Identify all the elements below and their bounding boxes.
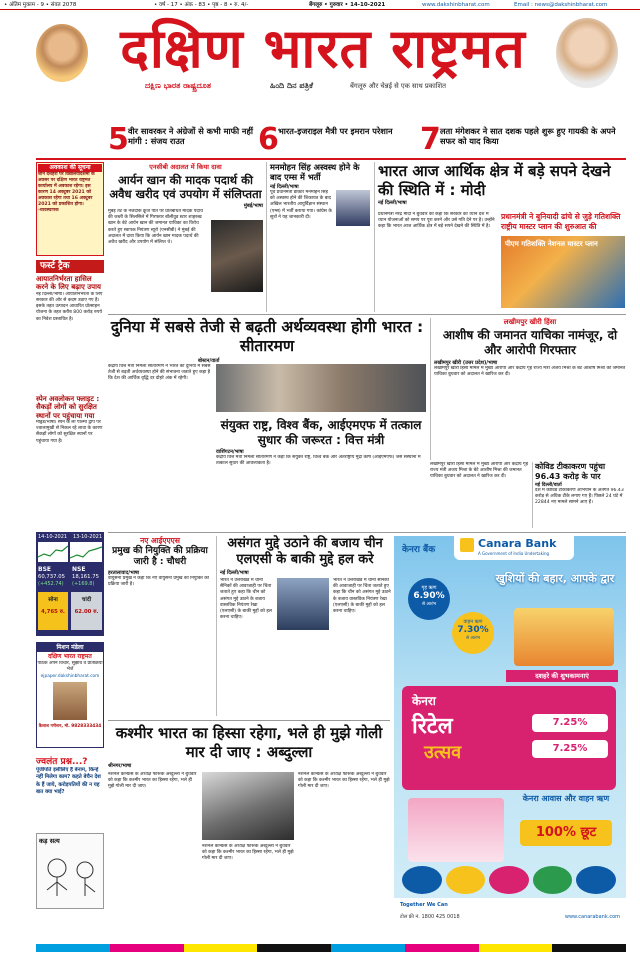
article-body: केंद्रीय वित्त मंत्री निर्मला सीतारमण ने कहा कि संयुक्त राष्ट्र, विश्व बैंक और अंतर्राष्ट्रीय मुद्रा कोष (आईएमएफ) जैसे संस्थानों में तत्काल सुधार की आवश्यकता है। <box>216 455 421 467</box>
kannada-tagline: ದಕ್ಷಿಣ ಭಾರತ ರಾಷ್ಟ್ರದೂತ <box>145 81 211 90</box>
ad-offer-text: केनरा आवास और वाहन ऋण <box>522 794 610 803</box>
auto-loan-badge <box>452 612 494 654</box>
teaser-page-number: 6 <box>258 122 279 157</box>
article-dateline: मुंबई/भाषा <box>243 203 263 209</box>
cartoon-drawing-icon <box>37 848 103 904</box>
notice-title: अवकाश की सूचना <box>38 164 102 172</box>
newspaper-title: दक्षिण भारत राष्ट्रमत <box>120 16 526 80</box>
article-kicker: लखीमपुर खीरी हिंसा <box>503 318 557 326</box>
teaser-page-number: 7 <box>420 122 441 157</box>
home-loan-rate: 6.90% <box>413 591 445 601</box>
bse-chart <box>38 542 68 562</box>
hindi-daily-tagline: ಹಿಂದಿ ದಿನ ಪತ್ರಿಕೆ <box>270 81 314 90</box>
article-un-reform[interactable] <box>216 418 426 526</box>
article-body: मुंबई तट के नजदीक क्रूज पोत पर प्रतिबंधित मादक पदार्थ की जब्ती के सिलसिले में गिरफ्तार बॉलीवुड स्टार शाहरुख खान के बेटे आर्यन खान की जमानत याचिका का विरोध करते हुए स्वापक नियंत्रण ब्यूरो (एनसीबी) ने मुंबई की अदालत में दावा किया कि आर्यन खान मादक पदार्थ की अवैध खरीद और उपयोग में संलिप्त थे। <box>108 209 203 246</box>
teaser-text: भारत-इजराइल मैत्री पर इमरान परेशान <box>278 126 393 136</box>
retail-brand: केनरा <box>412 694 436 708</box>
article-body-col2: भारत ने उत्तराखंड में चीनी सैनिकों की आवाजाही पर चिंता जताते हुए कहा कि चीन को असंगत मुद्दे उठाने के बजाय वास्तविक नियंत्रण रेखा (एलएसी) के बाकी मुद्दों को हल करना चाहिए। <box>333 578 391 615</box>
article-subhead: प्रधानमंत्री ने बुनियादी ढांचे से जुड़े गतिशक्ति राष्ट्रीय मास्टर प्लान की शुरुआत की <box>501 212 621 231</box>
auto-loan-rate: 7.30% <box>457 625 489 635</box>
article-dateline: नई दिल्ली/भाषा <box>270 184 299 190</box>
nse-value: 18,161.75 <box>72 574 99 581</box>
car-loan-icon <box>446 866 486 894</box>
market-date-right: 13-10-2021 <box>72 534 102 541</box>
personal-loan-icon <box>576 866 616 894</box>
home-loan-from: से आरंभ <box>421 602 437 607</box>
retail-utsav-banner <box>402 686 616 790</box>
ad-festival-greeting: दशहरे की शुभकामनाएं <box>506 670 618 682</box>
bse-value: 60,737.05 <box>38 574 65 581</box>
cartoon-title: कड़ सत्य <box>39 837 60 846</box>
mission-box <box>36 642 104 748</box>
home-loan-icon <box>402 866 442 894</box>
article-dateline: वाशिंगटन/भाषा <box>216 449 244 455</box>
article-lakhimpur[interactable] <box>430 318 626 460</box>
fast-track-header: फर्स्ट ट्रैक <box>36 260 104 273</box>
education-loan-icon <box>533 866 573 894</box>
mission-email[interactable]: ejpaper.dakshinbharat.com <box>40 674 100 680</box>
teaser-2[interactable] <box>258 124 418 156</box>
silver-label: चांदी <box>81 597 92 604</box>
issue-info: • अंतिम मुकाम - 9 • संवत 2078 <box>4 2 77 8</box>
article-body: नेशनल कॉन्फ्रेंस के अध्यक्ष फारूक अब्दुल्ला ने बुधवार को कहा कि कश्मीर भारत का हिस्सा रहेगा, भले ही मुझे गोली मार दी जाए। <box>108 772 197 790</box>
article-dateline: लखीमपुर खीरी (उत्तर प्रदेश)/भाषा <box>434 360 498 366</box>
masthead <box>0 10 640 120</box>
article-manmohan-singh[interactable] <box>266 162 370 312</box>
canara-logo-icon <box>460 538 474 552</box>
nse-chart <box>70 542 102 562</box>
article-headline: आशीष की जमानत याचिका नामंजूर, दो और आरोपी गिरफ्तार <box>442 328 618 357</box>
ad-offer-percent: 100% छूट <box>520 820 612 846</box>
article-dateline: हरतालावाद/भाषा <box>108 570 140 576</box>
mission-paper-name: दक्षिण भारत राष्ट्रमत <box>48 653 92 661</box>
fast-item-1-title: आयातनिर्भरता हासिल करने के लिए बढ़ाए उपाय <box>36 275 101 292</box>
article-body-col3: नेशनल कॉन्फ्रेंस के अध्यक्ष फारूक अब्दुल्ला ने बुधवार को कहा कि कश्मीर भारत का हिस्सा रहेगा, भले ही मुझे गोली मार दी जाए। <box>298 772 390 790</box>
auto-loan-from: से आरंभ <box>465 636 481 641</box>
covid-box <box>532 462 629 528</box>
fast-item-2-title: स्पेन अवलोकन फ्लाइट : सैकड़ों लोगों को सुरक्षित स्थानों पर पहुंचाया गया <box>36 394 100 420</box>
article-body: वायुसेना प्रमुख ने कहा कि नए वायुसेना प्रमुख की नियुक्ति की प्रक्रिया जारी है। <box>108 576 209 588</box>
teaser-page-number: 5 <box>108 122 129 157</box>
masthead-divider <box>36 158 626 160</box>
retail-word: रिटेल <box>412 714 453 739</box>
section-divider <box>108 532 626 533</box>
ad-headline: खुशियों की बहार, आपके द्वार <box>495 572 615 585</box>
question-text: पूंजीपति इसीलिए हैं बेनाम, किन्हें नहीं मिलेगा काम? कहते बेचैन देश के हैं जाये, करोड़पतियों की न यह बात क्या भाई? <box>36 767 101 796</box>
teaser-text: वीर सावरकर ने अंग्रेजों से कभी माफी नहीं मांगी : संजय राउत <box>128 126 253 146</box>
teaser-text: लता मंगेशकर ने सात दशक पहले शुरू हुए गायकी के अपने सफर को याद किया <box>440 126 616 146</box>
notice-text: शनि दशहरा पर विद्यालयादशमी के अवसर पर दक्षिण भारत राष्ट्रमत कार्यालय में अवकाश रहेगा। इस कारण 14 अक्टूबर 2021 को अवकाश रहेगा तथा 16 अक्टूबर 2021 को प्रकाशित होगा। -व्यवस्थापक <box>38 172 95 213</box>
editions-note: बेंगलूरु और चेन्नई से एक साथ प्रकाशित <box>350 82 446 90</box>
article-dateline: बोस्टन/वार्ता <box>198 358 220 364</box>
abdullah-photo <box>202 772 294 840</box>
contact-photo <box>53 682 87 720</box>
fast-item-2-text: मैड्रिड/भाषा। स्पेन के ला पाल्मा द्वीप पर ज्वालामुखी से निकल रहे लावा के कारण सैकड़ों लोगों को सुरक्षित स्थानों पर पहुंचाया गया है। <box>36 420 103 444</box>
left-column <box>36 162 104 942</box>
ad-icon-row <box>402 866 616 894</box>
section-divider <box>108 720 390 721</box>
family-illustration <box>408 798 504 862</box>
article-aryan-khan[interactable] <box>108 162 263 312</box>
article-body: प्रधानमंत्री नरेंद्र मोदी ने बुधवार को कहा कि सरकार का ध्यान देश में ध्यान योजनाओं को समय पर पूरा करने और उसे गति देने पर है। उन्होंने कहा कि भारत आज आर्थिक क्षेत्र में बड़े सपने देखने की स्थिति में है। <box>378 212 495 230</box>
manmohan-photo <box>336 190 370 226</box>
website-link[interactable]: www.dakshinbharat.com <box>422 2 490 8</box>
home-loan-badge <box>408 578 450 620</box>
gold-loan-icon <box>489 866 529 894</box>
goddess-illustration <box>514 608 614 666</box>
ad-tagline: Together We Can <box>400 902 448 908</box>
nse-change: (+169.8) <box>72 581 95 588</box>
article-headline: कश्मीर भारत का हिस्सा रहेगा, भले ही मुझे गोली मार दी जाए : अब्दुल्ला <box>115 724 383 761</box>
gold-value: 4,765 रु. <box>41 609 65 616</box>
article-headline: मनमोहन सिंह अस्वस्थ होने के बाद एम्स में भर्ती <box>270 162 360 182</box>
teaser-1[interactable] <box>108 124 256 156</box>
article-modi-economy[interactable] <box>374 162 626 312</box>
article-dateline: श्रीनगर/भाषा <box>108 763 132 769</box>
article-farooq-abdullah[interactable] <box>108 724 390 934</box>
edu-loan-rate: 7.25% <box>532 740 608 758</box>
article-sitharaman[interactable] <box>108 318 426 528</box>
ad-footer <box>394 898 626 931</box>
article-body: लखीमपुर खीरी हिंसा मामले में मुख्य आरोपी और केंद्रीय गृह राज्य मंत्री अजय मिश्रा के बेटे आशीष मिश्रा की जमानत याचिका बुधवार को अदालत ने खारिज कर दी। <box>434 366 626 378</box>
politician-photo <box>36 24 88 82</box>
mission-text: पाठक अपने विचार, सुझाव व प्रतिक्रिया भेजें <box>37 661 103 673</box>
article-body-col2: नेशनल कॉन्फ्रेंस के अध्यक्ष फारूक अब्दुल्ला ने बुधवार को कहा कि कश्मीर भारत का हिस्सा रहेगा, भले ही मुझे गोली मार दी जाए। <box>202 844 294 862</box>
article-headline: आर्यन खान की मादक पदार्थ की अवैध खरीद एवं उपयोग में संलिप्तता <box>109 173 262 201</box>
silver-box <box>71 592 102 630</box>
article-dateline: नई दिल्ली/भाषा <box>378 200 407 206</box>
article-iaf-chief[interactable] <box>108 536 212 716</box>
gold-loan-rate: 7.25% <box>532 714 608 732</box>
silver-value: 62.00 रु. <box>74 609 99 616</box>
nse-line-icon <box>70 542 102 562</box>
market-date-left: 14-10-2021 <box>38 534 68 541</box>
cartoon-box <box>36 833 104 909</box>
ad-brand-english: Canara Bank <box>478 537 557 550</box>
article-headline: भारत आज आर्थिक क्षेत्र में बड़े सपने देखने की स्थिति में : मोदी <box>378 162 611 199</box>
article-china-lac[interactable] <box>216 536 390 716</box>
article-body: देश में कोविड टीकाकरण अभियान के अंतर्गत 96.43 करोड़ से अधिक टीके लगाए गए हैं। पिछले 24 घंटे में 22844 नए मामले सामने आए हैं। <box>535 488 624 506</box>
question-heading: ज्वलंत प्रश्न...? <box>36 757 88 768</box>
ad-government: A Government of India Undertaking <box>478 551 550 556</box>
fast-item-1-text: नई दिल्ली/भाषा। आयातनिर्भरता के लिए सरकार की ओर से कदम उठाए गए हैं। इसके तहत उत्पादन आधारित प्रोत्साहन योजना के तहत करीब 800 करोड़ रुपये का निवेश प्रस्तावित है। <box>36 291 103 322</box>
edition-date: बेंगलूरु • गुरुवार • 14-10-2021 <box>309 2 386 8</box>
ad-tollfree[interactable]: टोल फ्री नं. 1800 425 0018 <box>400 914 460 920</box>
article-body: पूर्व प्रधानमंत्री डॉक्टर मनमोहन सिंह को अस्वस्थ होने की शिकायत के बाद अखिल भारतीय आयुर्विज्ञान संस्थान (एम्स) में भर्ती कराया गया। कांग्रेस के सूत्रों ने यह जानकारी दी। <box>270 190 332 220</box>
article-headline: कोविड टीकाकरण पहुंचा 96.43 करोड़ के पार <box>535 462 606 481</box>
ad-brand-hindi: केनरा बैंक <box>402 545 436 555</box>
article-covid-vaccination[interactable] <box>430 462 626 528</box>
modi-photo <box>501 236 625 308</box>
bse-line-icon <box>38 542 68 562</box>
canara-bank-ad[interactable] <box>394 536 626 931</box>
article-body: भारत ने उत्तराखंड में चीनी सैनिकों की आवाजाही पर चिंता जताते हुए कहा कि चीन को असंगत मुद्दे उठाने के बजाय वास्तविक नियंत्रण रेखा (एलएसी) के बाकी मुद्दों को हल करना चाहिए। <box>220 578 272 621</box>
article-kicker: नए आईएएएस <box>140 536 180 545</box>
bse-change: (+452.74) <box>38 581 64 588</box>
utsav-word: उत्सव <box>424 742 462 763</box>
auto-loan-label: वाहन ऋण <box>463 619 483 625</box>
top-info-bar <box>0 0 640 10</box>
holiday-notice <box>36 162 104 256</box>
teaser-3[interactable] <box>420 124 625 156</box>
sitharaman-photo <box>216 364 426 412</box>
nse-label: NSE <box>72 566 86 574</box>
spokesperson-photo <box>277 578 329 630</box>
email-link[interactable]: Email : news@dakshinbharat.com <box>514 2 608 8</box>
mission-header: मिशन मंडेला <box>37 643 103 652</box>
article-kicker: एनसीबी अदालत में किया दावा <box>149 163 222 171</box>
article-headline: असंगत मुद्दे उठाने की बजाय चीन एलएसी के बाकी मुद्दे हल करे <box>227 536 383 567</box>
photo-caption: पीएम गतिशक्ति नेशनल मास्टर प्लान <box>505 240 598 248</box>
article-dateline: नई दिल्ली/वार्ता <box>535 483 562 488</box>
lakhimpur-continued-body: लखीमपुर खीरी हिंसा मामले में मुख्य आरोपी और केंद्रीय गृह राज्य मंत्री अजय मिश्रा के बेटे आशीष मिश्रा की जमानत याचिका बुधवार को अदालत ने खारिज कर दी। <box>430 462 529 480</box>
article-headline: संयुक्त राष्ट्र, विश्व बैंक, आईएमएफ में तत्काल सुधार की जरूरत : वित्त मंत्री <box>220 418 422 447</box>
article-headline: प्रमुख की नियुक्ति की प्रक्रिया जारी है : चौधरी <box>112 546 208 567</box>
singer-photo <box>556 18 618 88</box>
home-loan-label: गृह ऋण <box>421 585 437 591</box>
article-dateline: नई दिल्ली/भाषा <box>220 570 249 576</box>
mission-contact: कैलाश गणेशन, मो. 9828333434 <box>38 724 102 730</box>
bse-label: BSE <box>38 566 51 574</box>
ad-website[interactable]: www.canarabank.com <box>564 914 620 920</box>
gold-label: सोना <box>48 597 58 604</box>
article-body-wrap <box>430 462 530 528</box>
volume-info: • वर्ष - 17 • अंक - 83 • पृष्ठ - 8 • रु. 4/- <box>154 2 249 8</box>
aryan-khan-photo <box>211 220 263 292</box>
article-body: केंद्रीय वित्त मंत्री निर्मला सीतारमण ने भारत की दुनिया में सबसे तेजी से बढ़ती अर्थव्यवस्था होने की संभावना जताते हुए कहा है कि देश की आर्थिक वृद्धि दर दोहरे अंक में रहेगी। <box>108 364 211 382</box>
color-registration-bar <box>36 944 626 952</box>
article-headline: दुनिया में सबसे तेजी से बढ़ती अर्थव्यवस्था होगी भारत : सीतारमण <box>110 318 424 355</box>
ad-logo-card <box>454 536 574 560</box>
section-divider <box>108 314 626 315</box>
market-box <box>36 532 104 636</box>
gold-box <box>38 592 68 630</box>
